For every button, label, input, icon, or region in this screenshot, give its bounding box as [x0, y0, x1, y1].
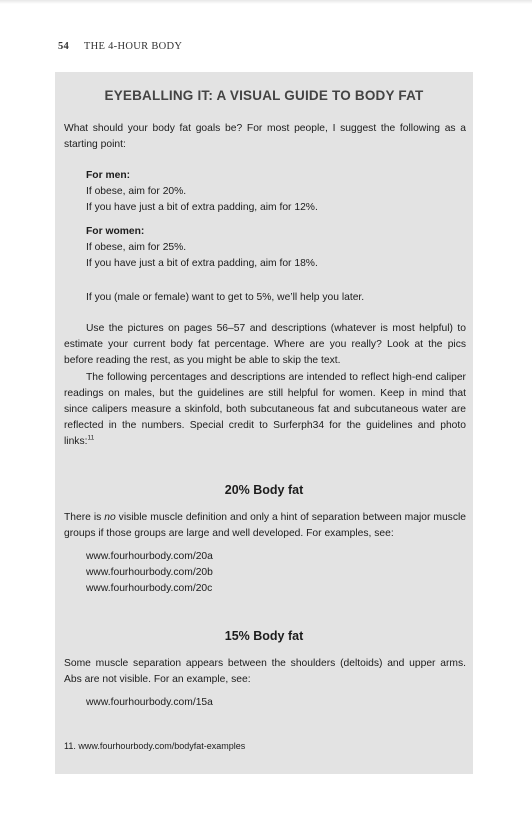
- links-15-percent: [86, 695, 466, 711]
- women-goal-padding: If you have just a bit of extra padding, aim for 18%.: [86, 258, 318, 269]
- paragraph-guidelines: [64, 370, 466, 450]
- footnote-link[interactable]: www.fourhourbody.com/bodyfat-examples: [78, 741, 246, 751]
- text-segment: visible muscle definition and only a hint of separation between major muscle groups if those groups are large and well developed. For examples, see:: [64, 512, 466, 539]
- men-goals: [86, 168, 466, 216]
- sidebar-title: EYEBALLING IT: A VISUAL GUIDE TO BODY FAT: [104, 88, 424, 103]
- men-label: For men:: [86, 170, 131, 181]
- paragraph-20-percent: [64, 510, 466, 542]
- paragraph-guidelines-text: The following percentages and descriptions are intended to reflect high-end caliper readings on males, but the guidelines are still helpful for women. Keep in mind that since calipers measure a skinfold, both subcutaneous fat and subcutaneous water are reflected in the numbers. Special credit to Surferph34 for the guidelines and photo links:: [64, 372, 466, 447]
- heading-15-percent: 15% Body fat: [224, 629, 304, 643]
- link-20a[interactable]: www.fourhourbody.com/20a: [86, 551, 213, 562]
- text-segment: There is: [64, 512, 105, 523]
- women-label: For women:: [86, 226, 145, 237]
- page-number: 54: [58, 41, 70, 52]
- later-note: If you (male or female) want to get to 5%, we’ll help you later.: [86, 292, 365, 303]
- link-20c[interactable]: www.fourhourbody.com/20c: [86, 583, 213, 594]
- footnote: [64, 739, 466, 753]
- intro-paragraph: What should your body fat goals be? For most people, I suggest the following as a starting point:: [64, 123, 466, 150]
- sidebar-box: [55, 72, 473, 774]
- book-title: THE 4-HOUR BODY: [83, 41, 183, 52]
- footnote-number: 11.: [64, 741, 76, 751]
- link-20b[interactable]: www.fourhourbody.com/20b: [86, 567, 213, 578]
- women-goal-obese: If obese, aim for 25%.: [86, 242, 187, 253]
- paragraph-15-percent: Some muscle separation appears between the shoulders (deltoids) and upper arms. Abs are not visible. For an example, see:: [64, 658, 466, 685]
- page-top-shadow: [0, 0, 532, 4]
- link-15a[interactable]: www.fourhourbody.com/15a: [86, 697, 213, 708]
- men-goal-obese: If obese, aim for 20%.: [86, 186, 187, 197]
- links-20-percent: [86, 549, 466, 597]
- heading-20-percent: 20% Body fat: [224, 483, 304, 497]
- women-goals: [86, 224, 466, 272]
- running-head: [58, 41, 182, 52]
- footnote-marker: 11: [87, 434, 95, 442]
- emphasis-no: no: [104, 512, 116, 523]
- men-goal-padding: If you have just a bit of extra padding, aim for 12%.: [86, 202, 318, 213]
- paragraph-estimate: Use the pictures on pages 56–57 and descriptions (whatever is most helpful) to estimate your current body fat percentage. Where are you really? Look at the pics before reading the rest, as you might be able to skip the text.: [64, 323, 466, 366]
